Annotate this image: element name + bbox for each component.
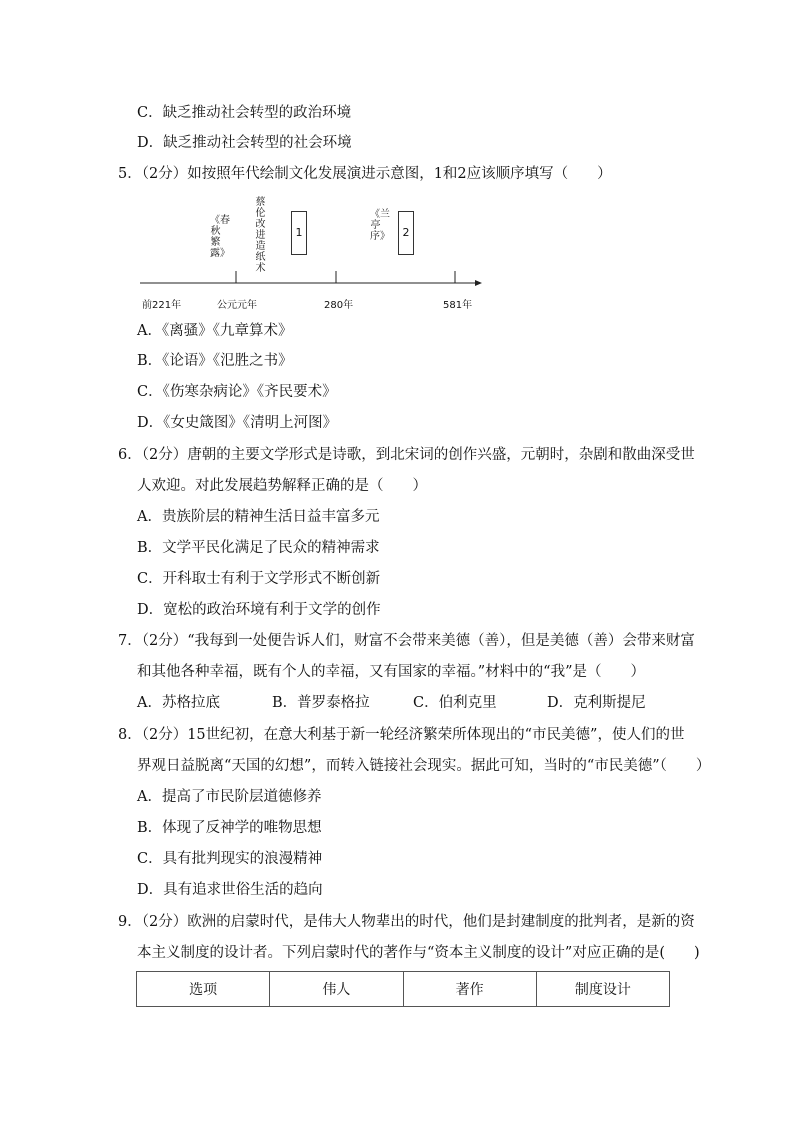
timeline-box-1: 1 xyxy=(291,211,307,255)
table-header-option: 选项 xyxy=(137,972,270,1007)
q6-option-d: D．宽松的政治环境有利于文学的创作 xyxy=(137,602,381,618)
timeline-box-2: 2 xyxy=(398,211,414,255)
table-header-work: 著作 xyxy=(403,972,536,1007)
timeline-label-581: 581年 xyxy=(443,300,473,311)
table-header-row xyxy=(137,972,670,1007)
q9-stem-line2: 本主义制度的设计者。下列启蒙时代的著作与“资本主义制度的设计”对应正确的是( ) xyxy=(137,945,700,961)
q5-option-a: A．《离骚》《九章算术》 xyxy=(137,323,293,339)
q6-option-b: B．文学平民化满足了民众的精神需求 xyxy=(137,540,380,556)
q5-option-c: C．《伤寒杂病论》《齐民要术》 xyxy=(137,384,337,400)
q7-option-d: D．克利斯提尼 xyxy=(547,695,646,711)
q8-option-a: A．提高了市民阶层道德修养 xyxy=(137,789,322,805)
q8-stem-line2: 界观日益脱离“天国的幻想”，而转入链接社会现实。据此可知，当时的“市民美德”（ ） xyxy=(137,758,711,774)
timeline-label-280: 280年 xyxy=(324,300,354,311)
q7-option-b: B．普罗泰格拉 xyxy=(272,695,370,711)
timeline-event-chunqiu-fanlu: 《春秋繁露》 xyxy=(210,215,230,259)
q5-option-d: D．《女史箴图》《清明上河图》 xyxy=(137,415,338,431)
timeline-label-year1: 公元元年 xyxy=(217,300,257,311)
q6-option-a: A．贵族阶层的精神生活日益丰富多元 xyxy=(137,509,380,525)
q8-stem-line1: 8．（2分）15世纪初，在意大利基于新一轮经济繁荣所体现出的“市民美德”，使人们的世 xyxy=(118,727,685,743)
q4-option-d: D．缺乏推动社会转型的社会环境 xyxy=(137,135,352,151)
q9-stem-line1: 9．（2分）欧洲的启蒙时代，是伟大人物辈出的时代，他们是封建制度的批判者，是新的资 xyxy=(118,914,695,930)
q7-stem-line1: 7．（2分）“我每到一处便告诉人们，财富不会带来美德（善），但是美德（善）会带来财富 xyxy=(118,633,695,649)
timeline-axis xyxy=(130,195,490,315)
q7-stem-line2: 和其他各种幸福，既有个人的幸福，又有国家的幸福。”材料中的“我”是（ ） xyxy=(137,664,645,680)
q7-option-a: A．苏格拉底 xyxy=(137,695,220,711)
q9-options-table xyxy=(136,971,670,1007)
q8-option-d: D．具有追求世俗生活的趋向 xyxy=(137,882,323,898)
q4-option-c: C．缺乏推动社会转型的政治环境 xyxy=(137,105,352,121)
q5-stem: 5．（2分）如按照年代绘制文化发展演进示意图，1和2应该顺序填写（ ） xyxy=(118,166,612,182)
q5-timeline-diagram xyxy=(130,195,490,315)
q5-option-b: B．《论语》《氾胜之书》 xyxy=(137,353,293,369)
table-header-person: 伟人 xyxy=(270,972,403,1007)
q8-option-b: B．体现了反神学的唯物思想 xyxy=(137,820,322,836)
timeline-event-lantingxu: 《兰亭序》 xyxy=(370,209,390,242)
q6-stem-line1: 6．（2分）唐朝的主要文学形式是诗歌，到北宋词的创作兴盛，元朝时，杂剧和散曲深受世 xyxy=(118,447,695,463)
q7-option-c: C．伯利克里 xyxy=(413,695,497,711)
q8-option-c: C．具有批判现实的浪漫精神 xyxy=(137,851,323,867)
q6-stem-line2: 人欢迎。对此发展趋势解释正确的是（ ） xyxy=(137,478,427,494)
timeline-event-cailun-paper: 蔡伦改进造纸术 xyxy=(255,197,266,274)
table-header-system-design: 制度设计 xyxy=(536,972,669,1007)
timeline-label-221bc: 前221年 xyxy=(142,300,182,311)
q6-option-c: C．开科取士有利于文学形式不断创新 xyxy=(137,571,381,587)
